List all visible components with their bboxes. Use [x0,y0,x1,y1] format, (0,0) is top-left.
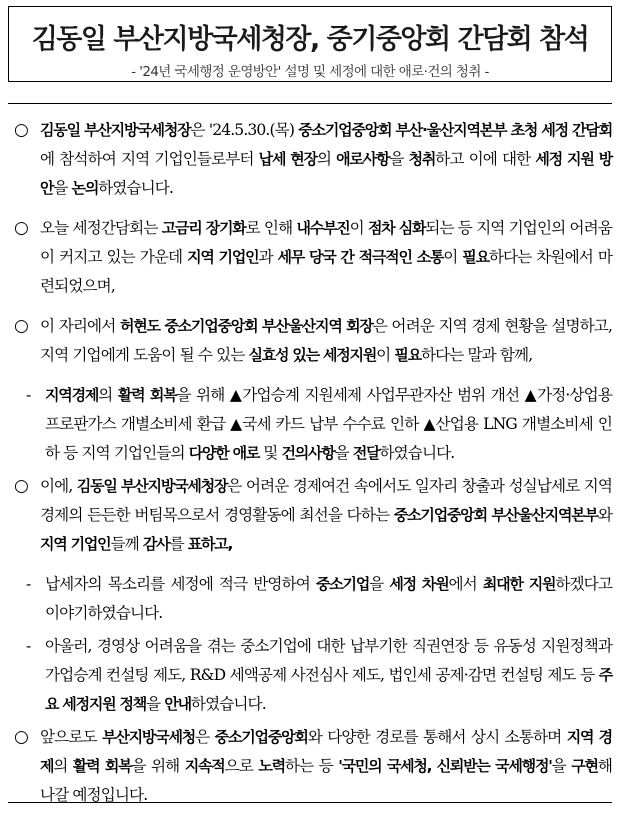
bold-text: 중소기업중앙회 부산·울산지역본부 초청 세정 간담회 [298,121,612,139]
bold-text: 안내 [164,695,191,713]
bold-text: 중소기업중앙회 부산울산지역본부 [393,506,598,524]
text: 과 [258,248,278,266]
text: 들께 [110,535,143,553]
bold-text: 중소기업중앙회 [214,728,308,746]
text: 하였습니다. [190,695,266,713]
text: 이 [376,346,395,364]
text: 를 [169,535,188,553]
text: 을 [551,757,572,775]
bold-text: '국민의 국세청, 신뢰받는 국세행정' [338,757,552,775]
text: 으로 [224,757,259,775]
bold-text: 지속적 [184,757,225,775]
dash-paragraph [12,570,612,628]
dash-mark: - [26,575,31,593]
bold-text: 중소기업 [315,575,370,593]
bold-text: 지역 기업인 [40,535,111,553]
text: 을 [369,575,390,593]
bold-text: 논의 [71,179,99,197]
text: 오늘 세정간담회는 [40,219,162,237]
bold-text: 필요 [394,346,421,364]
dash-mark: - [26,386,31,404]
text: 을 [389,150,409,168]
bold-text: 주요 세정지원 정책 [45,666,612,713]
text: 이 자리에서 [40,317,120,335]
text: 하다는 말과 함께, [420,346,533,364]
bold-text: 부산지방국세청 [102,728,196,746]
bold-text: 애로사항 [336,150,390,168]
text: 이 [443,248,463,266]
bold-text: 세정 지원 방안 [40,150,612,197]
text: 에서 [448,575,483,593]
bold-text: 지역 경제 [40,728,612,775]
text: 의 [316,150,337,168]
text: 에 참석하여 지역 기업인들로부터 [40,150,259,168]
bold-text: 다양한 애로 [188,444,260,462]
text: 앞으로도 [40,728,103,746]
bullet-paragraph [12,312,612,370]
bold-text: 지역경제 [45,386,99,404]
top-divider [8,103,612,104]
bold-text: 허현도 중소기업중앙회 부산울산지역 회장 [119,317,373,335]
text: 을 [53,179,72,197]
bullet-paragraph [12,723,612,810]
text: 하다는 차원에서 마련되었으며, [40,248,612,295]
bullet-mark: ○ [14,120,28,140]
bullet-paragraph [12,214,612,301]
document-body [12,116,612,821]
bold-text: 필요 [462,248,489,266]
title-box [8,6,612,82]
bold-text: 감사 [142,535,170,553]
bold-text: 건의사항 [281,444,335,462]
text: 의 [98,386,118,404]
bold-text: 김동일 부산지방국세청장 [40,121,191,139]
bold-text: 고금리 장기화 [161,219,246,237]
text: 이에, [40,477,77,495]
bold-text: 청취 [408,150,436,168]
bold-text: 활력 회복 [117,386,177,404]
bold-text: 활력 회복 [72,757,132,775]
bold-text: 내수부진 [296,219,350,237]
bold-text: 노력 [258,757,285,775]
text: 은 어려운 지역 경제 현황을 설명하고, 지역 기업에게 도움이 될 수 있는 [40,317,612,364]
text: 하겠다고 이야기하였습니다. [45,575,612,622]
text: 하였습니다. [98,179,173,197]
dash-paragraph [12,381,612,468]
text: 와 [597,506,612,524]
text: 은 [195,728,215,746]
bottom-divider [8,802,612,803]
text: 을 위해 [131,757,185,775]
bullet-mark: ○ [14,316,28,336]
bold-text: 세무 당국 간 적극적인 소통 [277,248,444,266]
text: 의 [53,757,73,775]
bold-text: 구현 [571,757,598,775]
text: 아울러, 경영상 어려움을 겪는 중소기업에 대한 납부기한 직권연장 등 유동성 지원정책과 가업승계 컨설팅 제도, R&D 세액공제 사전심사 제도, 법인세 공제·감면 컨설팅 제도 등 [45,637,612,684]
bold-text: 김동일 부산지방국세청장 [76,477,228,495]
text: 와 다양한 경로를 통해서 상시 소통하며 [307,728,567,746]
text: 은 '24.5.30.(목) [190,121,299,139]
bullet-mark: ○ [14,476,28,496]
bold-text: 세정 차원 [389,575,449,593]
text: 을 [334,444,353,462]
dash-mark: - [26,637,31,655]
dash-paragraph [12,632,612,719]
text: 해 나갈 예정입니다. [40,757,612,804]
bold-text: 납세 현장 [258,150,317,168]
bold-text: 전달 [352,444,380,462]
text: 로 인해 [245,219,297,237]
bullet-paragraph [12,116,612,203]
bold-text: 점차 심화 [367,219,426,237]
page-subtitle: - '24년 국세행정 운영방안' 설명 및 세정에 대한 애로·건의 청취 - [131,64,489,80]
text: 을 위해 ▲가업승계 지원세제 사업무관자산 범위 개선 ▲가정·상업용 프로판가스 개별소비세 환급 ▲국세 카드 납부 수수료 인하 ▲산업용 LNG 개별소비세 인하 등 지역 기업인들의 [45,386,612,462]
text: 되는 등 지역 기업인의 어려움이 커지고 있는 가운데 [40,219,612,266]
text: 하는 등 [284,757,339,775]
text: 납세자의 목소리를 세정에 적극 반영하여 [45,575,316,593]
text: 하였습니다. [379,444,455,462]
text: 하고 이에 대한 [435,150,536,168]
bold-text: 표하고, [187,535,233,553]
text: 을 [146,695,165,713]
bullet-paragraph [12,472,612,559]
bullet-mark: ○ [14,218,28,238]
bold-text: 지역 기업인 [187,248,259,266]
text: 및 [259,444,282,462]
bold-text: 실효성 있는 세정지원 [248,346,377,364]
text: 은 어려운 경제여건 속에서도 일자리 창출과 성실납세로 지역 경제의 든든한 버팀목으로서 경영활동에 최선을 다하는 [40,477,612,524]
bold-text: 최대한 지원 [482,575,556,593]
bullet-mark: ○ [14,727,28,747]
text: 이 [349,219,368,237]
page-title: 김동일 부산지방국세청장, 중기중앙회 간담회 참석 [31,24,589,55]
